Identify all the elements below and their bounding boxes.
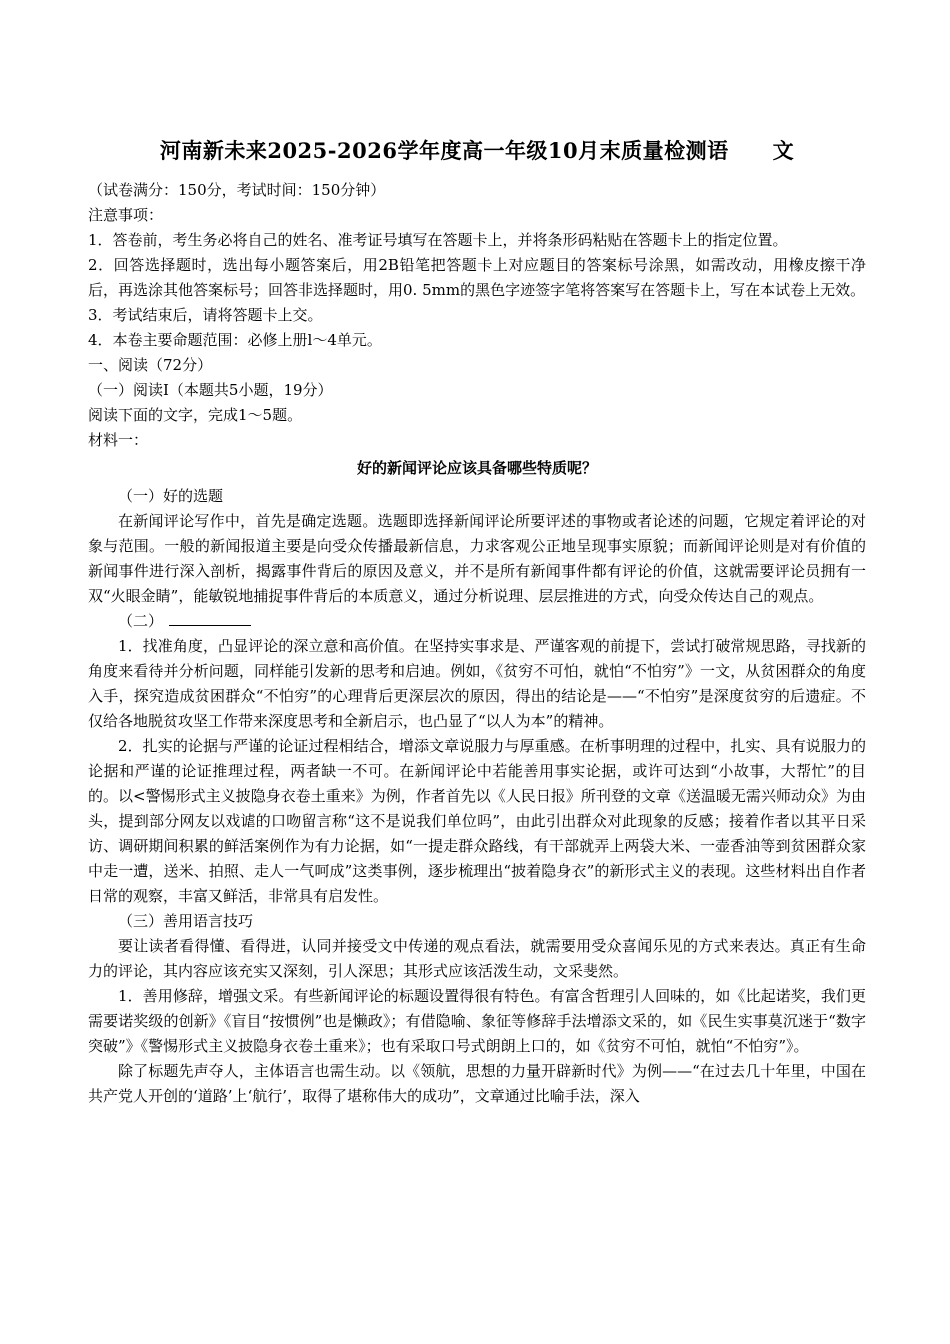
- article-paragraph: 除了标题先声夺人，主体语言也需生动。以《领航，思想的力量开辟新时代》为例——“在过去几十年里，中国在共产党人开创的‘道路’上‘航行’，取得了堪称伟大的成功”，文章通过比喻手法，深入: [88, 1062, 866, 1105]
- article-paragraph: 1．善用修辞，增强文采。有些新闻评论的标题设置得很有特色。有富含哲理引人回味的，如《比起诺奖，我们更需要诺奖级的创新》《盲目“按惯例”也是懒政》；有借隐喻、象征等修辞手法增添文采的，如《民生实事莫沉迷于“数字突破”》《警惕形式主义披隐身衣卷土重来》；也有采取口号式朗朗上口的，如《贫穷不可怕，就怕“不怕穷”》。: [88, 987, 866, 1055]
- exam-title-tail: 文: [772, 138, 795, 163]
- notice-heading: 注意事项：: [88, 206, 164, 224]
- article-paragraph: 在新闻评论写作中，首先是确定选题。选题即选择新闻评论所要评述的事物或者论述的问题，它规定着评论的对象与范围。一般的新闻报道主要是向受众传播最新信息，力求客观公正地呈现事实原貌；而新闻评论则是对有价值的新闻事件进行深入剖析，揭露事件背后的原因及意义，并不是所有新闻事件都有评论的价值，这就需要评论员拥有一双“火眼金睛”，能敏锐地捕捉事件背后的本质意义，通过分析说理、层层推进的方式，向受众传达自己的观点。: [88, 512, 866, 605]
- reading-instruction: 阅读下面的文字，完成1～5题。: [88, 406, 303, 424]
- part-one-heading: 一、阅读（72分）: [88, 356, 213, 374]
- exam-title-main: 河南新未来2025-2026学年度高一年级10月末质量检测语: [159, 138, 729, 163]
- notice-item-4: 4．本卷主要命题范围：必修上册l～4单元。: [88, 331, 382, 349]
- section-heading-1: （一）好的选题: [118, 487, 224, 505]
- notice-item-1: 1．答卷前，考生务必将自己的姓名、准考证号填写在答题卡上，并将条形码粘贴在答题卡上的指定位置。: [88, 231, 788, 249]
- section-heading-2: [88, 609, 866, 634]
- article-paragraph: 要让读者看得懂、看得进，认同并接受文中传递的观点看法，就需要用受众喜闻乐见的方式来表达。真正有生命力的评论，其内容应该充实又深刻，引人深思；其形式应该活泼生动，文采斐然。: [88, 937, 866, 980]
- exam-title: [88, 136, 866, 166]
- exam-info: （试卷满分：150分，考试时间：150分钟）: [88, 181, 386, 199]
- article-paragraph: 1．找准角度，凸显评论的深立意和高价值。在坚持实事求是、严谨客观的前提下，尝试打破常规思路，寻找新的角度来看待并分析问题，同样能引发新的思考和启迪。例如，《贫穷不可怕，就怕“不怕穷”》一文，从贫困群众的角度入手，探究造成贫困群众“不怕穷”的心理背后更深层次的原因，得出的结论是——“不怕穷”是深度贫穷的后遗症。不仅给各地脱贫攻坚工作带来深度思考和全新启示，也凸显了“以人为本”的精神。: [88, 637, 866, 730]
- article-title: 好的新闻评论应该具备哪些特质呢？: [356, 459, 597, 477]
- exam-page: [88, 136, 866, 1109]
- section-heading-3: （三）善用语言技巧: [118, 912, 254, 930]
- notice-item-3: 3．考试结束后，请将答题卡上交。: [88, 306, 323, 324]
- answer-blank: [169, 610, 251, 626]
- article-paragraph: 2．扎实的论据与严谨的论证过程相结合，增添文章说服力与厚重感。在析事明理的过程中，扎实、具有说服力的论据和严谨的论证推理过程，两者缺一不可。在新闻评论中若能善用事实论据，或许可达到“小故事，大帮忙”的目的。以<警惕形式主义披隐身衣卷土重来》为例，作者首先以《人民日报》所刊登的文章《送温暖无需兴师动众》为由头，提到部分网友以戏谑的口吻留言称“这不是说我们单位吗”，由此引出群众对此现象的反感；接着作者以其平日采访、调研期间积累的鲜活案例作为有力论据，如“一提走群众路线，有干部就弄上两袋大米、一壶香油等到贫困群众家中走一遭，送米、拍照、走人一气呵成”这类事例，逐步梳理出“披着隐身衣”的新形式主义的表现。这些材料出自作者日常的观察，丰富又鲜活，非常具有启发性。: [88, 737, 866, 905]
- notice-item-2: 2．回答选择题时，选出每小题答案后，用2B铅笔把答题卡上对应题目的答案标号涂黑，如需改动，用橡皮擦干净后，再选涂其他答案标号；回答非选择题时，用0. 5mm的黑色字迹签字笔将答案写在答题卡上，写在本试卷上无效。: [88, 256, 866, 299]
- section-heading-2-label: （二）: [118, 612, 164, 630]
- material-label: 材料一：: [88, 431, 149, 449]
- reading-one-heading: （一）阅读Ⅰ（本题共5小题，19分）: [88, 381, 333, 399]
